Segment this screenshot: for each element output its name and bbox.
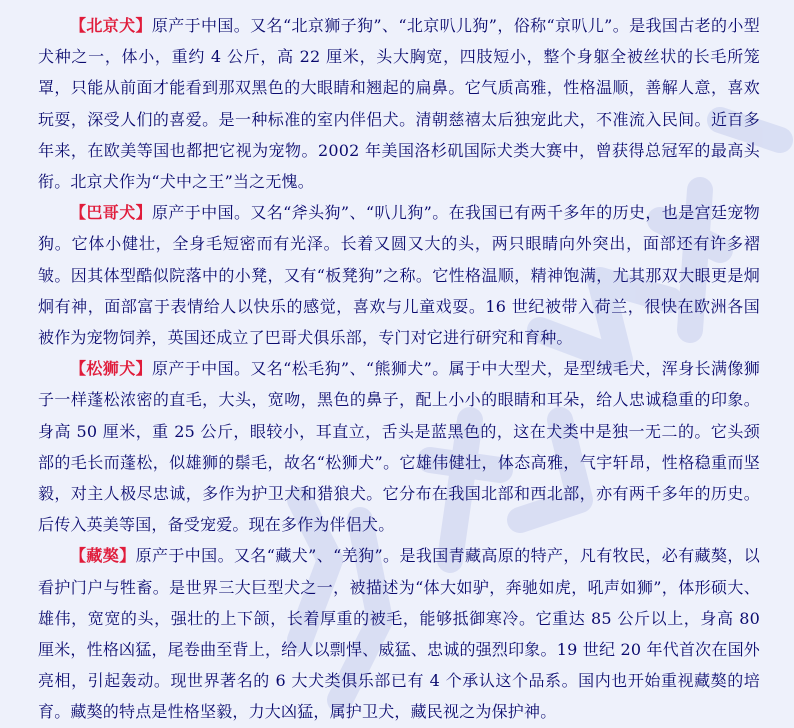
breed-tag-tibetan-mastiff: 【藏獒】 — [70, 546, 136, 566]
paragraph-text-chow-chow: 原产于中国。又名“松毛狗”、“熊狮犬”。属于中大型犬，是型绒毛犬，浑身长满像狮子一样蓬松浓密的直毛，大头，宽吻，黑色的鼻子，配上小小的眼睛和耳朵，给人忠诚稳重的印象。身高 50 厘米，重 25 公斤，眼较小，耳直立，舌头是蓝黑色的，这在犬类中是独一无二的。它头颈部的毛长而蓬松，似雄狮的鬃毛，故名“松狮犬”。它雄伟健壮，体态高雅，气宇轩昂，性格稳重而坚毅，对主人极尽忠诚，多作为护卫犬和猎狼犬。它分布在我国北部和西北部，亦有两千多年的历史。后传入英美等国，备受宠爱。现在多作为伴侣犬。 — [38, 359, 760, 535]
breed-tag-beijing: 【北京犬】 — [70, 16, 152, 35]
article-body — [38, 10, 760, 728]
breed-tag-chow-chow: 【松狮犬】 — [70, 359, 152, 379]
paragraph-beijing-dog — [38, 10, 760, 197]
paragraph-tibetan-mastiff — [38, 540, 760, 727]
paragraph-text-beijing: 原产于中国。又名“北京狮子狗”、“北京叭儿狗”，俗称“京叭儿”。是我国古老的小型犬种之一，体小，重约 4 公斤，高 22 厘米，头大胸宽，四肢短小，整个身躯全被丝状的长毛所笼罩，只能从前面才能看到那双黑色的大眼睛和翘起的扁鼻。它气质高雅，性格温顺，善解人意，喜欢玩耍，深受人们的喜爱。是一种标准的室内伴侣犬。清朝慈禧太后独宠此犬，不准流入民间。近百多年来，在欧美等国也都把它视为宠物。2002 年美国洛杉矶国际犬类大赛中，曾获得总冠军的最高头衔。北京犬作为“犬中之王”当之无愧。 — [38, 16, 760, 192]
paragraph-text-tibetan-mastiff: 原产于中国。又名“藏犬”、“羌狗”。是我国青藏高原的特产，凡有牧民，必有藏獒，以看护门户与牲畜。是世界三大巨型犬之一，被描述为“体大如驴，奔驰如虎，吼声如狮”，体形硕大、雄伟，宽宽的头，强壮的上下颌，长着厚重的被毛，能够抵御寒冷。它重达 85 公斤以上，身高 80 厘米，性格凶猛，尾卷曲至背上，给人以剽悍、威猛、忠诚的强烈印象。19 世纪 20 年代首次在国外亮相，引起轰动。现世界著名的 6 大犬类俱乐部已有 4 个承认这个品系。国内也开始重视藏獒的培育。藏獒的特点是性格坚毅，力大凶猛，属护卫犬，藏民视之为保护神。 — [38, 546, 760, 722]
breed-tag-pug: 【巴哥犬】 — [70, 203, 152, 223]
paragraph-chow-chow — [38, 353, 760, 540]
paragraph-pug — [38, 197, 760, 353]
paragraph-text-pug: 原产于中国。又名“斧头狗”、“叭儿狗”。在我国已有两千多年的历史，也是宫廷宠物狗。它体小健壮，全身毛短密而有光泽。长着又圆又大的头，两只眼睛向外突出，面部还有许多褶皱。因其体型酷似院落中的小凳，又有“板凳狗”之称。它性格温顺，精神饱满，尤其那双大眼更是炯炯有神，面部富于表情给人以快乐的感觉，喜欢与儿童戏耍。16 世纪被带入荷兰，很快在欧洲各国被作为宠物饲养，英国还成立了巴哥犬俱乐部，专门对它进行研究和育种。 — [38, 203, 760, 348]
